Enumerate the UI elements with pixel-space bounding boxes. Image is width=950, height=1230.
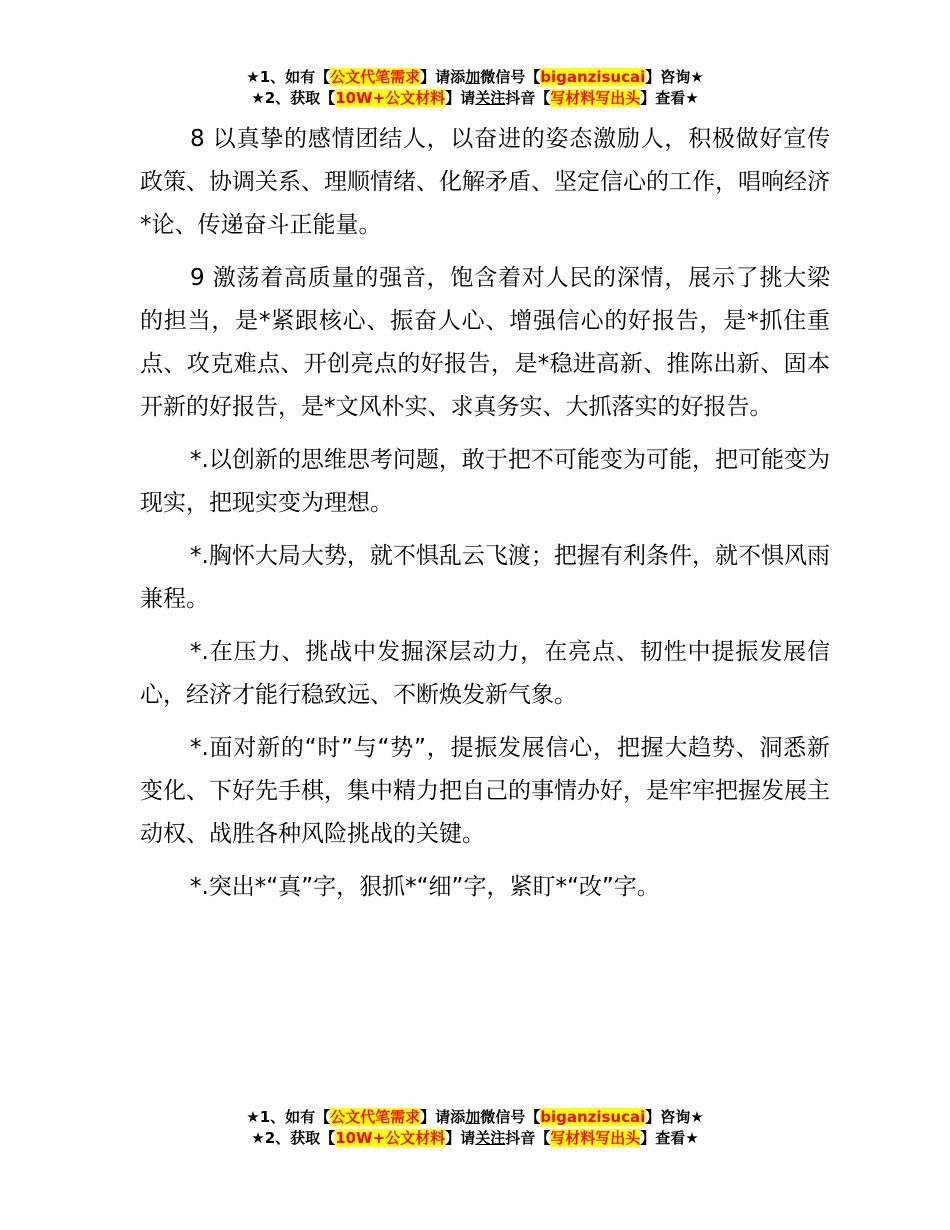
header-line-1 xyxy=(0,67,950,88)
header-text: ★1、如有【 xyxy=(246,68,331,86)
footer-text: 】请 xyxy=(445,1129,476,1147)
header-text: 关注 xyxy=(475,89,506,107)
header-text: 】请 xyxy=(445,89,476,107)
highlight-materials: 10W+公文材料 xyxy=(335,1129,446,1147)
footer-text: 】请添 xyxy=(420,1108,466,1126)
footer-text: 加 xyxy=(465,1108,481,1126)
header-text: 】咨询★ xyxy=(645,68,704,86)
header-banner xyxy=(0,67,950,109)
document-body xyxy=(140,118,830,919)
header-text: ★2、获取【 xyxy=(251,89,336,107)
highlight-wechat-id: biganzisucai xyxy=(540,68,646,86)
paragraph: *.以创新的思维思考问题，敢于把不可能变为可能，把可能变为现实，把现实变为理想。 xyxy=(140,447,830,516)
footer-line-1 xyxy=(0,1107,950,1128)
header-text: 】查看★ xyxy=(640,89,699,107)
paragraph: *.面对新的“时”与“势”，提振发展信心，把握大趋势、洞悉新变化、下好先手棋，集中精力把自己的事情办好，是牢牢把握发展主动权、战胜各种风险挑战的关键。 xyxy=(140,735,830,847)
header-line-2 xyxy=(0,88,950,109)
header-text: 】请添 xyxy=(420,68,466,86)
highlight-wechat-id: biganzisucai xyxy=(540,1108,646,1126)
footer-text: 关注 xyxy=(475,1129,506,1147)
footer-banner xyxy=(0,1107,950,1149)
highlight-service: 公文代笔需求 xyxy=(330,1108,421,1126)
footer-text: 微信号【 xyxy=(480,1108,541,1126)
paragraph: 9 激荡着高质量的强音，饱含着对人民的深情，展示了挑大梁的担当，是*紧跟核心、振奋人心、增强信心的好报告，是*抓住重点、攻克难点、开创亮点的好报告，是*稳进高新、推陈出新、固本开新的好报告，是*文风朴实、求真务实、大抓落实的好报告。 xyxy=(140,265,830,420)
highlight-service: 公文代笔需求 xyxy=(330,68,421,86)
paragraph: *.胸怀大局大势，就不惧乱云飞渡；把握有利条件，就不惧风雨兼程。 xyxy=(140,543,830,612)
paragraph: *.突出*“真”字，狠抓*“细”字，紧盯*“改”字。 xyxy=(190,874,660,900)
footer-text: ★2、获取【 xyxy=(251,1129,336,1147)
footer-text: ★1、如有【 xyxy=(246,1108,331,1126)
highlight-materials: 10W+公文材料 xyxy=(335,89,446,107)
paragraph: 8 以真挚的感情团结人，以奋进的姿态激励人，积极做好宣传政策、协调关系、理顺情绪、化解矛盾、坚定信心的工作，唱响经济*论、传递奋斗正能量。 xyxy=(140,126,830,238)
footer-text: 】查看★ xyxy=(640,1129,699,1147)
footer-text: 】咨询★ xyxy=(645,1108,704,1126)
header-text: 加 xyxy=(465,68,481,86)
header-text: 抖音【 xyxy=(505,89,551,107)
highlight-douyin: 写材料写出头 xyxy=(550,1129,641,1147)
highlight-douyin: 写材料写出头 xyxy=(550,89,641,107)
footer-text: 抖音【 xyxy=(505,1129,551,1147)
paragraph: *.在压力、挑战中发掘深层动力，在亮点、韧性中提振发展信心，经济才能行稳致远、不断焕发新气象。 xyxy=(140,639,830,708)
footer-line-2 xyxy=(0,1128,950,1149)
header-text: 微信号【 xyxy=(480,68,541,86)
